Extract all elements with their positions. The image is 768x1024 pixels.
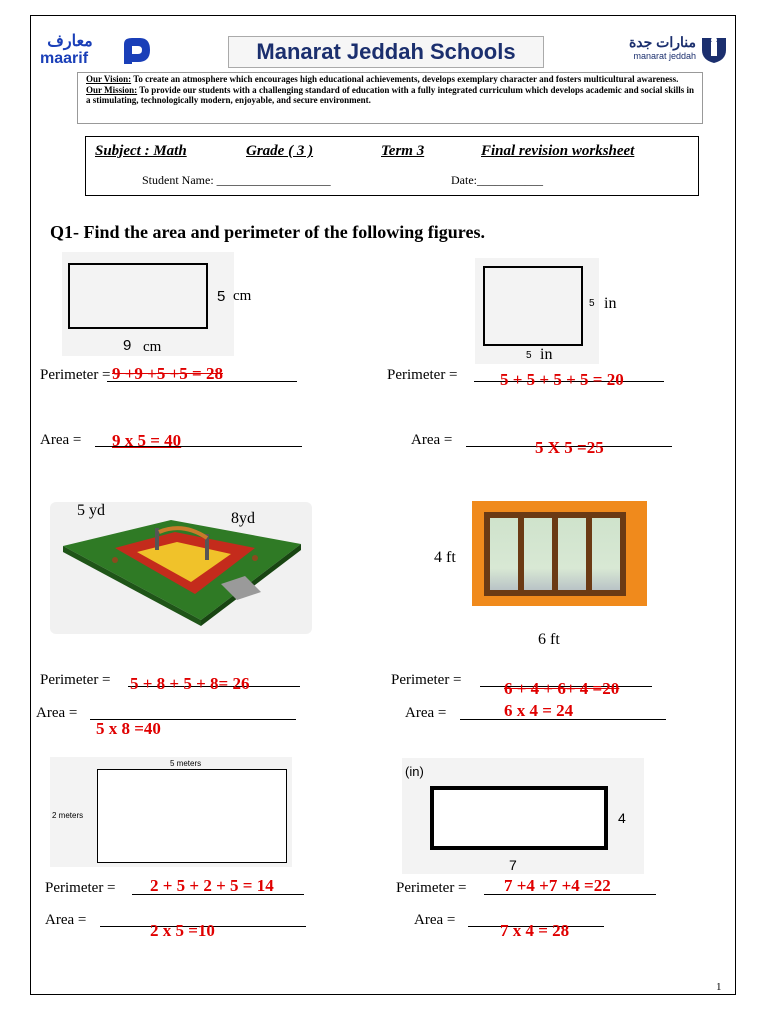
figure-4-perimeter-answer: 6 + 4 + 6+ 4 =20	[504, 679, 620, 698]
figure-2-bottom-value: 5	[526, 350, 532, 361]
figure-3-left-label: 5 yd	[77, 502, 105, 519]
figure-5-top-label: 5 meters	[170, 759, 202, 768]
manarat-logo	[596, 34, 696, 64]
figure-4-area-answer: 6 x 4 = 24	[504, 701, 574, 720]
maarif-logo	[40, 34, 100, 70]
window-bar	[586, 516, 592, 592]
figure-6-perimeter-label: Perimeter =	[396, 880, 467, 896]
figure-4-side-label: 4 ft	[434, 549, 456, 566]
figure-1-side-value: 5	[217, 288, 226, 305]
vision-label: Our Vision:	[86, 74, 132, 84]
figure-6-perimeter-answer: 7 +4 +7 +4 =22	[504, 876, 611, 895]
figure-2-side-unit: in	[604, 295, 617, 312]
figure-2-area-label: Area =	[411, 432, 453, 448]
figure-3-area-answer: 5 x 8 =40	[96, 719, 161, 738]
figure-3-area-label: Area =	[36, 705, 78, 721]
figure-2-area-answer: 5 X 5 =25	[535, 438, 604, 457]
figure-1-perimeter-label: Perimeter =	[40, 367, 111, 383]
vision-statement	[86, 74, 694, 85]
maarif-logo-arabic: معارف	[47, 33, 93, 50]
figure-2-side-value: 5	[589, 298, 595, 309]
figure-6-area-answer: 7 x 4 = 28	[500, 921, 570, 940]
figure-5-area-answer: 2 x 5 =10	[150, 921, 215, 940]
window-bar	[552, 516, 558, 592]
figure-6-side-label: 4	[618, 810, 626, 826]
figure-6-rectangle	[430, 786, 608, 850]
mission-text: To provide our students with a challenging standard of education with a fully integrated curriculum which develops academic and social skills in a stimulating, technologically modern, enjoyable, and secure environment.	[86, 84, 695, 105]
manarat-emblem-icon	[700, 34, 728, 64]
date-field[interactable]: Date:___________	[451, 173, 543, 187]
figure-6-area-label: Area =	[414, 912, 456, 928]
worksheet-label: Final revision worksheet	[481, 143, 635, 159]
playground-image	[55, 508, 307, 630]
grade-label: Grade ( 3 )	[246, 143, 314, 159]
figure-5-side-label: 2 meters	[52, 811, 84, 820]
figure-5-rectangle	[97, 769, 287, 863]
figure-1-area-answer: 9 x 5 = 40	[112, 431, 182, 450]
school-name-box	[228, 36, 544, 68]
figure-3-perimeter-label: Perimeter =	[40, 672, 111, 688]
school-name: Manarat Jeddah Schools	[256, 39, 516, 64]
figure-1-area-label: Area =	[40, 432, 82, 448]
question-heading: Q1- Find the area and perimeter of the following figures.	[50, 222, 485, 242]
figure-3-right-label: 8yd	[231, 510, 255, 527]
manarat-logo-arabic: منارات جدة	[628, 34, 696, 50]
mission-label: Our Mission:	[86, 84, 138, 95]
figure-2-perimeter-answer: 5 + 5 + 5 + 5 = 20	[500, 370, 624, 389]
figure-6-unit-label: (in)	[405, 764, 424, 779]
vision-text: To create an atmosphere which encourages high educational achievements, develops exemplary character and fosters multicultural awareness.	[131, 74, 679, 84]
figure-5-area-label: Area =	[45, 912, 87, 928]
maarif-logo-latin: maarif	[40, 50, 89, 67]
figure-5-perimeter-answer: 2 + 5 + 2 + 5 = 14	[150, 876, 274, 895]
page-number: 1	[716, 981, 722, 993]
term-label: Term 3	[381, 143, 425, 159]
figure-1-perimeter-answer: 9 +9 +5 +5 = 28	[112, 364, 223, 383]
figure-1-rectangle	[68, 263, 208, 329]
figure-5-perimeter-label: Perimeter =	[45, 880, 116, 896]
figure-1-side-unit: cm	[233, 288, 252, 304]
student-name-field[interactable]: Student Name: ___________________	[142, 173, 331, 187]
manarat-logo-latin: manarat jeddah	[633, 51, 696, 61]
vision-mission-box	[77, 72, 703, 124]
figure-1-bottom-unit: cm	[143, 339, 162, 355]
figure-1-bottom-value: 9	[123, 337, 132, 354]
figure-4-bottom-label: 6 ft	[538, 631, 560, 648]
subject-label: Subject : Math	[95, 143, 187, 159]
mission-statement	[86, 85, 694, 106]
figure-4-area-label: Area =	[405, 705, 447, 721]
figure-2-perimeter-label: Perimeter =	[387, 367, 458, 383]
figure-2-bottom-unit: in	[540, 346, 553, 363]
figure-4-perimeter-label: Perimeter =	[391, 672, 462, 688]
figure-6-bottom-label: 7	[509, 857, 517, 873]
figure-3-perimeter-answer: 5 + 8 + 5 + 8= 26	[130, 674, 250, 693]
figure-2-square	[483, 266, 583, 346]
maarif-symbol-icon	[120, 36, 154, 66]
subject-info-box	[85, 136, 699, 196]
window-bar	[518, 516, 524, 592]
